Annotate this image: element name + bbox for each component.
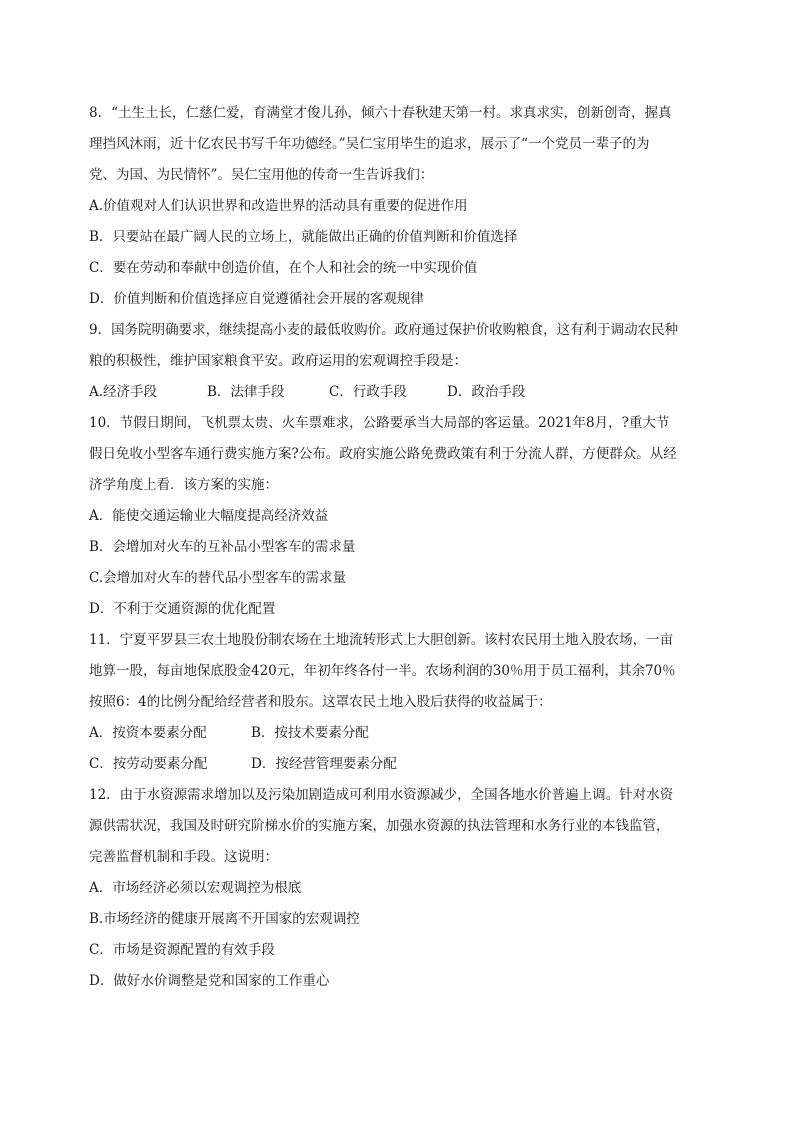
option-c[interactable]: C．要在劳动和奉献中创造价值，在个人和社会的统一中实现价值 bbox=[89, 260, 478, 276]
option-c[interactable]: C.会增加对火车的替代品小型客车的需求量 bbox=[89, 570, 347, 586]
question-10 bbox=[89, 408, 709, 625]
option-pair-row bbox=[89, 749, 709, 780]
option-c[interactable]: C．市场是资源配置的有效手段 bbox=[89, 942, 275, 958]
option-a[interactable]: A．能使交通运输业大幅度提高经济效益 bbox=[89, 508, 329, 524]
question-9 bbox=[89, 315, 709, 408]
exam-page bbox=[89, 98, 709, 997]
option-d[interactable]: D．做好水价调整是党和国家的工作重心 bbox=[89, 973, 330, 989]
question-12 bbox=[89, 780, 709, 997]
question-stem-line: 8．“土生土长，仁慈仁爱，育满堂才俊儿孙，倾六十春秋建天第一村。求真求实，创新创奇，握真 bbox=[89, 105, 672, 121]
question-stem-line: 完善监督机制和手段。这说明： bbox=[89, 849, 278, 865]
question-stem-line: 假日免收小型客车通行费实施方案?公布。政府实施公路免费政策有利于分流人群，方便群众。从经 bbox=[89, 446, 677, 462]
option-b[interactable]: B．按技术要素分配 bbox=[251, 725, 369, 741]
question-11 bbox=[89, 625, 709, 780]
option-d[interactable]: D．不利于交通资源的优化配置 bbox=[89, 601, 276, 617]
option-b[interactable]: B．法律手段 bbox=[207, 384, 285, 400]
question-stem-line: 12．由于水资源需求增加以及污染加剧造成可利用水资源减少，全国各地水价普遍上调。针对水资 bbox=[89, 787, 674, 803]
option-a[interactable]: A．市场经济必须以宏观调控为根底 bbox=[89, 880, 302, 896]
option-pair-row bbox=[89, 718, 709, 749]
question-stem-line: 源供需状况，我国及时研究阶梯水价的实施方案，加强水资源的执法管理和水务行业的本钱监管， bbox=[89, 818, 670, 834]
option-a[interactable]: A．按资本要素分配 bbox=[89, 725, 207, 741]
option-d[interactable]: D．价值判断和价值选择应自觉遵循社会开展的客观规律 bbox=[89, 291, 424, 307]
inline-options-row bbox=[89, 377, 709, 408]
option-b[interactable]: B.市场经济的健康开展离不开国家的宏观调控 bbox=[89, 911, 360, 927]
question-stem-line: 济学角度上看．该方案的实施： bbox=[89, 477, 278, 493]
option-d[interactable]: D．按经营管理要素分配 bbox=[251, 756, 397, 772]
option-a[interactable]: A.经济手段 bbox=[89, 384, 158, 400]
option-d[interactable]: D．政治手段 bbox=[447, 384, 526, 400]
option-c[interactable]: C．按劳动要素分配 bbox=[89, 756, 208, 772]
option-a[interactable]: A.价值观对人们认识世界和改造世界的活动具有重要的促进作用 bbox=[89, 198, 468, 214]
question-stem-line: 按照6：4的比例分配给经营者和股东。这罩农民土地入股后获得的收益属于： bbox=[89, 694, 552, 710]
option-b[interactable]: B．只要站在最广阔人民的立场上，就能做出正确的价值判断和价值选择 bbox=[89, 229, 518, 245]
option-c[interactable]: C．行政手段 bbox=[329, 384, 407, 400]
question-stem-line: 粮的积极性，维护国家粮食平安。政府运用的宏观调控手段是： bbox=[89, 353, 467, 369]
option-b[interactable]: B．会增加对火车的互补品小型客车的需求量 bbox=[89, 539, 356, 555]
question-stem-line: 10．节假日期间，飞机票太贵、火车票难求，公路要承当大局部的客运量。2021年8月，?重大节 bbox=[89, 415, 670, 431]
question-8 bbox=[89, 98, 709, 315]
question-stem-line: 地算一股，每亩地保底股金420元，年初年终各付一半。农场利润的30％用于员工福利，其余70％ bbox=[89, 663, 676, 679]
question-stem-line: 9．国务院明确要求，继续提高小麦的最低收购价。政府通过保护价收购粮食，这有利于调动农民种 bbox=[89, 322, 679, 338]
question-stem-line: 11．宁夏平罗县三农土地股份制农场在土地流转形式上大胆创新。该村农民用土地入股农场，一亩 bbox=[89, 632, 674, 648]
question-stem-line: 理挡风沐雨，近十亿农民书写千年功德经。”吴仁宝用毕生的追求，展示了“一个党员一辈子的为 bbox=[89, 136, 650, 152]
question-stem-line: 党、为国、为民情怀”。吴仁宝用他的传奇一生告诉我们： bbox=[89, 167, 434, 183]
